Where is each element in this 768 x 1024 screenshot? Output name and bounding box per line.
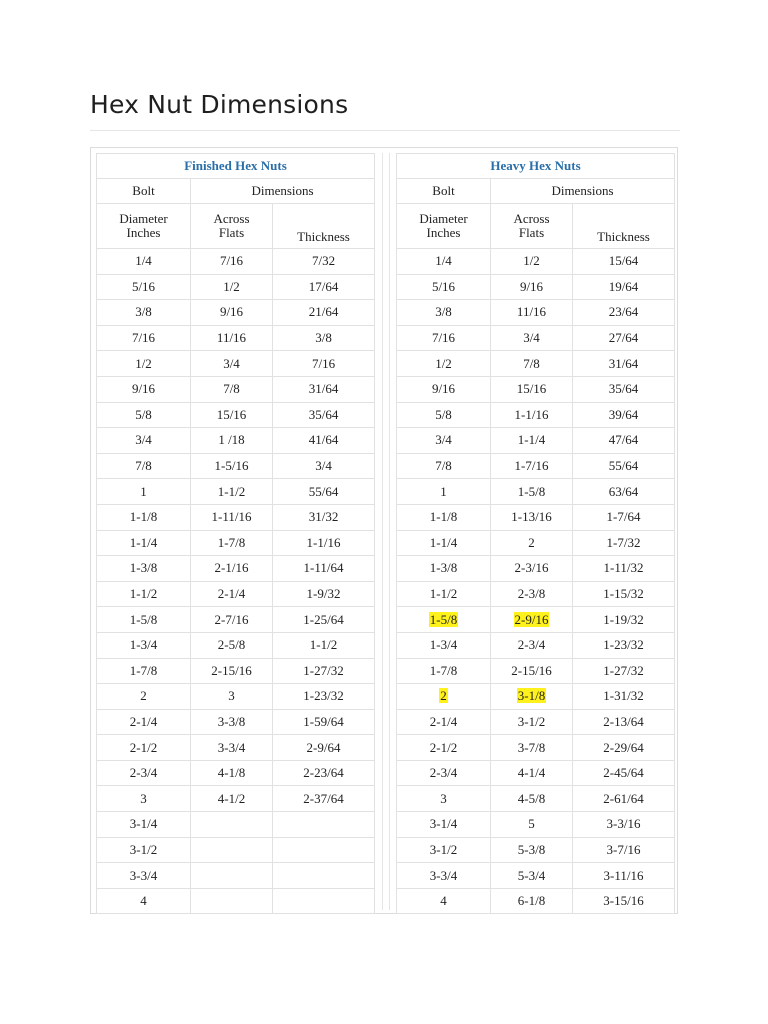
table-row xyxy=(397,812,675,838)
table-row xyxy=(97,863,375,889)
cell-across-flats xyxy=(491,607,573,633)
cell-diameter: 1-1/8 xyxy=(397,504,491,530)
cell-thickness xyxy=(273,812,375,838)
table-row xyxy=(97,428,375,454)
cell-thickness: 3-11/16 xyxy=(573,863,675,889)
cell-thickness: 47/64 xyxy=(573,428,675,454)
cell-across-flats: 6-1/8 xyxy=(491,888,573,914)
table-row xyxy=(397,888,675,914)
cell-diameter: 1-1/2 xyxy=(397,581,491,607)
cell-across-flats: 3-1/2 xyxy=(491,709,573,735)
cell-across-flats: 1-11/16 xyxy=(191,504,273,530)
cell-thickness: 1-27/32 xyxy=(573,658,675,684)
cell-across-flats: 3/4 xyxy=(491,325,573,351)
cell-thickness: 1-19/32 xyxy=(573,607,675,633)
cell-diameter: 4 xyxy=(397,888,491,914)
cell-across-flats: 1-1/16 xyxy=(491,402,573,428)
cell-diameter: 1-1/2 xyxy=(97,581,191,607)
header-diameter-inches: Diameter Inches xyxy=(397,204,491,249)
cell-across-flats: 9/16 xyxy=(491,274,573,300)
table-row xyxy=(397,479,675,505)
table-row xyxy=(397,530,675,556)
table-row xyxy=(97,530,375,556)
cell-across-flats: 11/16 xyxy=(191,325,273,351)
cell-thickness: 2-61/64 xyxy=(573,786,675,812)
cell-thickness xyxy=(273,837,375,863)
cell-thickness: 3-15/16 xyxy=(573,888,675,914)
header-across-flats: Across Flats xyxy=(191,204,273,249)
cell-across-flats: 2-1/16 xyxy=(191,556,273,582)
finished-hex-nuts-table xyxy=(96,153,375,914)
cell-thickness: 1-25/64 xyxy=(273,607,375,633)
cell-across-flats: 2-3/8 xyxy=(491,581,573,607)
table-row xyxy=(97,504,375,530)
cell-thickness: 3-3/16 xyxy=(573,812,675,838)
cell-thickness: 1-1/16 xyxy=(273,530,375,556)
cell-thickness: 55/64 xyxy=(573,453,675,479)
cell-across-flats: 1/2 xyxy=(191,274,273,300)
cell-across-flats: 4-5/8 xyxy=(491,786,573,812)
cell-thickness: 21/64 xyxy=(273,300,375,326)
header-row xyxy=(97,179,375,204)
cell-across-flats: 11/16 xyxy=(491,300,573,326)
table-row xyxy=(397,504,675,530)
table-row xyxy=(97,607,375,633)
cell-thickness: 2-45/64 xyxy=(573,760,675,786)
table-row xyxy=(397,863,675,889)
header-dimensions: Dimensions xyxy=(491,179,675,204)
cell-thickness: 7/32 xyxy=(273,249,375,275)
table-row xyxy=(397,632,675,658)
header-bolt: Bolt xyxy=(97,179,191,204)
cell-across-flats: 3-3/8 xyxy=(191,709,273,735)
cell-thickness: 31/64 xyxy=(273,376,375,402)
cell-diameter: 2-3/4 xyxy=(397,760,491,786)
table-row xyxy=(97,300,375,326)
cell-across-flats: 3-3/4 xyxy=(191,735,273,761)
table-row xyxy=(397,735,675,761)
cell-diameter xyxy=(397,684,491,710)
column-divider-right xyxy=(389,153,390,910)
cell-diameter: 3/8 xyxy=(97,300,191,326)
table-row xyxy=(397,325,675,351)
cell-across-flats: 9/16 xyxy=(191,300,273,326)
table-row xyxy=(97,581,375,607)
cell-diameter: 3 xyxy=(97,786,191,812)
table-title: Finished Hex Nuts xyxy=(97,154,375,179)
header-thickness: Thickness xyxy=(273,204,375,249)
cell-thickness: 31/64 xyxy=(573,351,675,377)
table-row xyxy=(397,786,675,812)
cell-across-flats: 1/2 xyxy=(491,249,573,275)
table-row xyxy=(97,812,375,838)
cell-diameter: 2-1/4 xyxy=(397,709,491,735)
table-row xyxy=(97,479,375,505)
table-row xyxy=(397,274,675,300)
cell-across-flats: 3-7/8 xyxy=(491,735,573,761)
cell-thickness: 2-13/64 xyxy=(573,709,675,735)
table-row xyxy=(397,837,675,863)
cell-across-flats: 1 /18 xyxy=(191,428,273,454)
cell-diameter: 5/8 xyxy=(397,402,491,428)
cell-diameter: 1-7/8 xyxy=(397,658,491,684)
cell-across-flats: 5-3/8 xyxy=(491,837,573,863)
cell-across-flats: 4-1/2 xyxy=(191,786,273,812)
cell-thickness: 19/64 xyxy=(573,274,675,300)
cell-across-flats: 2-15/16 xyxy=(491,658,573,684)
cell-across-flats xyxy=(191,837,273,863)
cell-diameter: 1/2 xyxy=(397,351,491,377)
cell-diameter: 2 xyxy=(97,684,191,710)
cell-thickness: 3-7/16 xyxy=(573,837,675,863)
cell-across-flats: 5-3/4 xyxy=(491,863,573,889)
table-row xyxy=(397,607,675,633)
cell-diameter: 3-1/2 xyxy=(97,837,191,863)
cell-across-flats xyxy=(491,684,573,710)
cell-diameter: 5/16 xyxy=(97,274,191,300)
table-row xyxy=(97,325,375,351)
table-title-row xyxy=(397,154,675,179)
cell-thickness: 1-27/32 xyxy=(273,658,375,684)
highlighted-value: 1-5/8 xyxy=(429,611,458,627)
cell-across-flats: 1-5/16 xyxy=(191,453,273,479)
header-diameter-inches: Diameter Inches xyxy=(97,204,191,249)
cell-across-flats xyxy=(191,888,273,914)
cell-thickness: 2-29/64 xyxy=(573,735,675,761)
title-divider xyxy=(90,130,680,131)
cell-diameter: 2-1/4 xyxy=(97,709,191,735)
cell-diameter: 7/8 xyxy=(97,453,191,479)
cell-across-flats: 7/8 xyxy=(491,351,573,377)
cell-across-flats: 2-7/16 xyxy=(191,607,273,633)
cell-diameter: 1/2 xyxy=(97,351,191,377)
table-row xyxy=(97,837,375,863)
cell-diameter: 3-1/4 xyxy=(97,812,191,838)
cell-across-flats: 2-15/16 xyxy=(191,658,273,684)
cell-diameter: 9/16 xyxy=(97,376,191,402)
cell-across-flats: 1-1/4 xyxy=(491,428,573,454)
cell-thickness: 2-37/64 xyxy=(273,786,375,812)
table-row xyxy=(97,735,375,761)
table-row xyxy=(397,556,675,582)
cell-diameter: 2-1/2 xyxy=(397,735,491,761)
cell-across-flats: 2-3/16 xyxy=(491,556,573,582)
cell-thickness: 1-11/64 xyxy=(273,556,375,582)
cell-thickness: 31/32 xyxy=(273,504,375,530)
cell-diameter: 1/4 xyxy=(397,249,491,275)
cell-across-flats: 2-3/4 xyxy=(491,632,573,658)
table-row xyxy=(397,351,675,377)
cell-thickness: 15/64 xyxy=(573,249,675,275)
cell-thickness: 1-11/32 xyxy=(573,556,675,582)
table-row xyxy=(397,402,675,428)
cell-thickness: 1-23/32 xyxy=(573,632,675,658)
table-title-row xyxy=(97,154,375,179)
cell-thickness: 1-23/32 xyxy=(273,684,375,710)
cell-across-flats: 1-13/16 xyxy=(491,504,573,530)
highlighted-value: 2 xyxy=(440,688,447,704)
cell-diameter: 2-3/4 xyxy=(97,760,191,786)
header-row xyxy=(397,179,675,204)
cell-thickness: 3/8 xyxy=(273,325,375,351)
heavy-hex-nuts-table xyxy=(396,153,675,914)
table-row xyxy=(397,581,675,607)
table-row xyxy=(97,888,375,914)
cell-thickness xyxy=(273,888,375,914)
cell-diameter xyxy=(397,607,491,633)
cell-diameter: 3/4 xyxy=(397,428,491,454)
header-bolt: Bolt xyxy=(397,179,491,204)
cell-diameter: 7/8 xyxy=(397,453,491,479)
cell-diameter: 3-1/4 xyxy=(397,812,491,838)
table-row xyxy=(97,274,375,300)
table-row xyxy=(397,760,675,786)
cell-thickness: 35/64 xyxy=(273,402,375,428)
cell-diameter: 3/8 xyxy=(397,300,491,326)
cell-thickness: 17/64 xyxy=(273,274,375,300)
cell-thickness: 41/64 xyxy=(273,428,375,454)
cell-across-flats: 2 xyxy=(491,530,573,556)
cell-diameter: 5/16 xyxy=(397,274,491,300)
table-title: Heavy Hex Nuts xyxy=(397,154,675,179)
cell-across-flats: 2-1/4 xyxy=(191,581,273,607)
cell-diameter: 1-3/4 xyxy=(397,632,491,658)
cell-diameter: 7/16 xyxy=(397,325,491,351)
cell-thickness: 1-15/32 xyxy=(573,581,675,607)
table-row xyxy=(97,786,375,812)
cell-thickness: 2-23/64 xyxy=(273,760,375,786)
cell-across-flats: 3 xyxy=(191,684,273,710)
cell-across-flats xyxy=(191,863,273,889)
cell-across-flats: 3/4 xyxy=(191,351,273,377)
cell-diameter: 9/16 xyxy=(397,376,491,402)
table-row xyxy=(97,760,375,786)
cell-across-flats: 2-5/8 xyxy=(191,632,273,658)
cell-diameter: 3-3/4 xyxy=(397,863,491,889)
cell-diameter: 1 xyxy=(397,479,491,505)
header-across-flats: Across Flats xyxy=(491,204,573,249)
table-row xyxy=(397,300,675,326)
cell-across-flats: 1-5/8 xyxy=(491,479,573,505)
table-row xyxy=(97,453,375,479)
table-row xyxy=(97,632,375,658)
cell-diameter: 7/16 xyxy=(97,325,191,351)
table-row xyxy=(97,684,375,710)
cell-diameter: 1 xyxy=(97,479,191,505)
cell-thickness: 1-9/32 xyxy=(273,581,375,607)
cell-across-flats: 1-7/16 xyxy=(491,453,573,479)
cell-diameter: 1-3/4 xyxy=(97,632,191,658)
table-row xyxy=(97,556,375,582)
cell-thickness: 63/64 xyxy=(573,479,675,505)
cell-diameter: 3 xyxy=(397,786,491,812)
cell-across-flats: 5 xyxy=(491,812,573,838)
header-thickness: Thickness xyxy=(573,204,675,249)
cell-diameter: 1-1/4 xyxy=(97,530,191,556)
cell-across-flats: 4-1/4 xyxy=(491,760,573,786)
cell-diameter: 2-1/2 xyxy=(97,735,191,761)
cell-thickness: 35/64 xyxy=(573,376,675,402)
cell-thickness: 27/64 xyxy=(573,325,675,351)
table-row xyxy=(97,709,375,735)
cell-thickness: 1-7/32 xyxy=(573,530,675,556)
cell-diameter: 3-3/4 xyxy=(97,863,191,889)
header-row xyxy=(97,204,375,249)
highlighted-value: 2-9/16 xyxy=(514,611,549,627)
cell-thickness: 1-31/32 xyxy=(573,684,675,710)
cell-diameter: 4 xyxy=(97,888,191,914)
cell-diameter: 1-3/8 xyxy=(97,556,191,582)
table-row xyxy=(97,351,375,377)
cell-diameter: 1-3/8 xyxy=(397,556,491,582)
finished-hex-nuts-panel xyxy=(96,153,374,914)
table-row xyxy=(97,249,375,275)
cell-across-flats: 1-1/2 xyxy=(191,479,273,505)
table-row xyxy=(397,684,675,710)
cell-across-flats: 15/16 xyxy=(491,376,573,402)
table-row xyxy=(397,709,675,735)
highlighted-value: 3-1/8 xyxy=(517,688,546,704)
cell-thickness xyxy=(273,863,375,889)
cell-across-flats: 7/8 xyxy=(191,376,273,402)
table-row xyxy=(397,658,675,684)
cell-across-flats: 1-7/8 xyxy=(191,530,273,556)
cell-across-flats: 15/16 xyxy=(191,402,273,428)
table-row xyxy=(397,453,675,479)
page-title: Hex Nut Dimensions xyxy=(90,90,349,119)
cell-thickness: 1-7/64 xyxy=(573,504,675,530)
cell-thickness: 2-9/64 xyxy=(273,735,375,761)
heavy-hex-nuts-panel xyxy=(396,153,674,914)
cell-thickness: 1-1/2 xyxy=(273,632,375,658)
cell-thickness: 1-59/64 xyxy=(273,709,375,735)
cell-thickness: 39/64 xyxy=(573,402,675,428)
cell-across-flats: 4-1/8 xyxy=(191,760,273,786)
cell-diameter: 1-1/8 xyxy=(97,504,191,530)
cell-thickness: 55/64 xyxy=(273,479,375,505)
cell-thickness: 7/16 xyxy=(273,351,375,377)
cell-thickness: 23/64 xyxy=(573,300,675,326)
cell-diameter: 1-5/8 xyxy=(97,607,191,633)
cell-diameter: 3/4 xyxy=(97,428,191,454)
table-row xyxy=(397,428,675,454)
cell-diameter: 5/8 xyxy=(97,402,191,428)
table-row xyxy=(397,376,675,402)
header-row xyxy=(397,204,675,249)
table-row xyxy=(97,376,375,402)
cell-across-flats xyxy=(191,812,273,838)
cell-diameter: 3-1/2 xyxy=(397,837,491,863)
cell-diameter: 1/4 xyxy=(97,249,191,275)
table-row xyxy=(97,658,375,684)
cell-diameter: 1-7/8 xyxy=(97,658,191,684)
cell-thickness: 3/4 xyxy=(273,453,375,479)
cell-diameter: 1-1/4 xyxy=(397,530,491,556)
table-row xyxy=(97,402,375,428)
cell-across-flats: 7/16 xyxy=(191,249,273,275)
header-dimensions: Dimensions xyxy=(191,179,375,204)
table-row xyxy=(397,249,675,275)
column-divider-left xyxy=(382,153,383,910)
